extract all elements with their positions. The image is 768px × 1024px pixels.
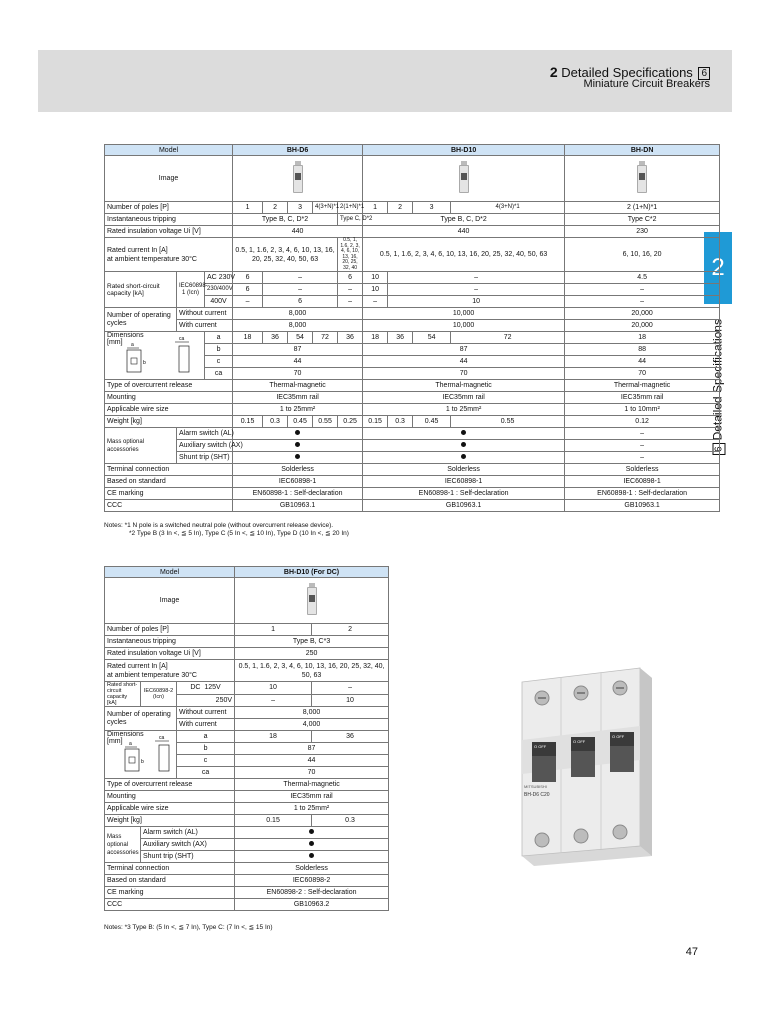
dim-cell: 36 <box>263 332 288 344</box>
acc-cell <box>363 452 565 464</box>
section-number: 6 <box>698 67 710 80</box>
sc-cell: – <box>363 296 388 308</box>
dim-cell: 87 <box>363 344 565 356</box>
dc-cycles-label: Number of operating cycles <box>105 707 177 731</box>
current-cell: 0.5, 1, 1.6, 2, 3, 4, 6, 10, 13, 16, 20, 25, 32, 40, 50, 63 <box>233 238 338 272</box>
pole-cell: 3 <box>413 202 451 214</box>
available-dot-icon <box>295 442 300 447</box>
voltage-230-400: 230/400V <box>205 284 233 296</box>
dim-cell: 54 <box>288 332 313 344</box>
ccc-cell: GB10963.1 <box>565 500 720 512</box>
off-label-1: O OFF <box>534 744 547 749</box>
dc-sc-cell: – <box>235 694 312 707</box>
dc-sc-cell: 10 <box>312 694 389 707</box>
model-bh-d10: BH-D10 <box>363 145 565 156</box>
dc-tripping-cell: Type B, C*3 <box>235 636 389 648</box>
dc-dim-key: b <box>177 743 235 755</box>
dc-acc-cell <box>235 839 389 851</box>
notes-table-2: Notes: *3 Type B: (5 In <, ≦ 7 In), Type C: (7 In <, ≦ 15 In) <box>104 924 273 931</box>
cycles-without-row <box>105 308 720 320</box>
dc-overcurrent-row <box>105 779 389 791</box>
cycles-label: Number of operating cycles <box>105 308 177 332</box>
dc-dimension-diagram <box>105 731 177 775</box>
dc-current-label <box>105 660 235 682</box>
poles-label: Number of poles [P] <box>105 202 233 214</box>
sc-cell: – <box>263 284 338 296</box>
dim-cell: 70 <box>565 368 720 380</box>
dc-terminal-cell: Solderless <box>235 863 389 875</box>
weight-cell: 0.12 <box>565 416 720 428</box>
mounting-row <box>105 392 720 404</box>
cycles-cell: 8,000 <box>233 320 363 332</box>
acc-cell: – <box>565 428 720 440</box>
dc-cycles-cell: 4,000 <box>235 719 389 731</box>
weight-cell: 0.15 <box>233 416 263 428</box>
sc-cell: 4.5 <box>565 272 720 284</box>
ac-label: AC <box>207 274 217 281</box>
dim-cell: 36 <box>388 332 413 344</box>
pole-cell: 4(3+N)*1 <box>313 202 338 214</box>
note-1: Notes: *1 N pole is a switched neutral pole (without overcurrent release device). <box>104 522 334 529</box>
mounting-label: Mounting <box>105 392 233 404</box>
dc-terminal-label: Terminal connection <box>105 863 235 875</box>
terminal-row <box>105 464 720 476</box>
cycles-with-row <box>105 320 720 332</box>
dc-model-label: Model <box>105 567 235 578</box>
dim-cell: 88 <box>565 344 720 356</box>
dc-current-cell: 0.5, 1, 1.6, 2, 3, 4, 6, 10, 13, 16, 20, 25, 32, 40, 50, 63 <box>235 660 389 682</box>
dc-with-current-label: With current <box>177 719 235 731</box>
voltage-125: 125V <box>204 684 221 692</box>
model-bh-dn: BH-DN <box>565 145 720 156</box>
svg-text:ca: ca <box>159 735 165 741</box>
model-row <box>105 145 720 156</box>
dimension-drawing-icon <box>105 731 177 775</box>
dc-shunt-trip-label: Shunt trip (SHT) <box>141 851 235 863</box>
image-bh-dn <box>565 156 720 202</box>
dc-overcurrent-label: Type of overcurrent release <box>105 779 235 791</box>
weight-cell: 0.55 <box>451 416 565 428</box>
overcurrent-cell: Thermal-magnetic <box>565 380 720 392</box>
model-bh-d6: BH-D6 <box>233 145 363 156</box>
alarm-switch-label: Alarm switch (AL) <box>177 428 233 440</box>
dim-cell: 70 <box>233 368 363 380</box>
dc-short-circuit-std: IEC60898-2 (Icn) <box>141 682 177 707</box>
dc-acc-sht-row <box>105 851 389 863</box>
weight-cell: 0.45 <box>288 416 313 428</box>
dc-weight-cell: 0.3 <box>312 815 389 827</box>
short-circuit-label: Rated short-circuit capacity [kA] <box>105 272 177 308</box>
dc-current-label-line1: Rated current In [A] <box>107 662 168 670</box>
dc-ce-row <box>105 887 389 899</box>
pole-cell: 2 <box>263 202 288 214</box>
image-bh-d6 <box>233 156 363 202</box>
dc-insulation-label: Rated insulation voltage Ui [V] <box>105 648 235 660</box>
wire-cell: 1 to 25mm² <box>363 404 565 416</box>
sc-230-row <box>105 272 720 284</box>
dc-pole-cell: 1 <box>235 624 312 636</box>
sc-cell: – <box>338 284 363 296</box>
dc-label: DC <box>190 684 201 692</box>
aux-switch-label: Auxiliary switch (AX) <box>177 440 233 452</box>
dc-wire-cell: 1 to 25mm² <box>235 803 389 815</box>
dim-key: ca <box>205 368 233 380</box>
available-dot-icon <box>309 841 314 846</box>
dc-wire-label: Applicable wire size <box>105 803 235 815</box>
weight-cell: 0.3 <box>388 416 413 428</box>
weight-cell: 0.3 <box>263 416 288 428</box>
available-dot-icon <box>461 430 466 435</box>
acc-ax-row <box>105 440 720 452</box>
current-cell: 0.5, 1, 1.6, 2, 3, 4, 6, 10, 13, 16, 20, 25, 32, 40, 50, 63 <box>363 238 565 272</box>
standard-label: Based on standard <box>105 476 233 488</box>
acc-cell <box>233 452 363 464</box>
acc-cell <box>363 428 565 440</box>
dc-acc-ax-row <box>105 839 389 851</box>
note-2: *2 Type B (3 In <, ≦ 5 In), Type C (5 In <, ≦ 10 In), Type D (10 In <, ≦ 20 In) <box>129 530 349 537</box>
dc-dimensions-label: Dimensions [mm] <box>107 731 144 745</box>
insulation-cell: 440 <box>233 226 363 238</box>
available-dot-icon <box>295 430 300 435</box>
dc-model-row <box>105 567 389 578</box>
insulation-cell: 440 <box>363 226 565 238</box>
dc-dim-cell: 44 <box>235 755 389 767</box>
acc-cell <box>233 440 363 452</box>
shunt-trip-label: Shunt trip (SHT) <box>177 452 233 464</box>
dc-current-label-line2: at ambient temperature 30°C <box>107 671 197 679</box>
side-section-title: Detailed Specifications <box>710 319 725 441</box>
dim-cell: 44 <box>565 356 720 368</box>
breaker-1p-icon <box>635 161 649 197</box>
terminal-label: Terminal connection <box>105 464 233 476</box>
off-label-3: O OFF <box>612 734 625 739</box>
dim-cell: 18 <box>565 332 720 344</box>
weight-cell: 0.45 <box>413 416 451 428</box>
dc-weight-row <box>105 815 389 827</box>
cycles-cell: 8,000 <box>233 308 363 320</box>
sc-cell: – <box>263 272 338 284</box>
dim-cell: 72 <box>451 332 565 344</box>
dc-alarm-switch-label: Alarm switch (AL) <box>141 827 235 839</box>
dc-acc-al-row <box>105 827 389 839</box>
dimensions-label: Dimensions [mm] <box>107 332 144 346</box>
dc-weight-label: Weight [kg] <box>105 815 235 827</box>
poles-row <box>105 202 720 214</box>
mounting-cell: IEC35mm rail <box>233 392 363 404</box>
sc-cell: – <box>338 296 363 308</box>
weight-row <box>105 416 720 428</box>
sc-cell: 10 <box>363 272 388 284</box>
dc-ce-label: CE marking <box>105 887 235 899</box>
tripping-label: Instantaneous tripping <box>105 214 233 226</box>
dc-ccc-label: CCC <box>105 899 235 911</box>
dc-mass-accessories-label: Mass optional accessories <box>105 827 141 863</box>
chapter-title: Detailed Specifications <box>561 65 693 80</box>
terminal-cell: Solderless <box>233 464 363 476</box>
standard-row <box>105 476 720 488</box>
dc-cycles-without-row <box>105 707 389 719</box>
dc-sc-125-row <box>105 682 389 695</box>
header-band <box>38 50 732 112</box>
dimension-drawing-icon <box>105 332 225 376</box>
without-current-label: Without current <box>177 308 233 320</box>
dc-dim-cell: 36 <box>312 731 389 743</box>
overcurrent-label: Type of overcurrent release <box>105 380 233 392</box>
weight-cell: 0.25 <box>338 416 363 428</box>
wire-label: Applicable wire size <box>105 404 233 416</box>
terminal-cell: Solderless <box>363 464 565 476</box>
dc-overcurrent-cell: Thermal-magnetic <box>235 779 389 791</box>
dc-standard-row <box>105 875 389 887</box>
dc-poles-label: Number of poles [P] <box>105 624 235 636</box>
standard-cell: IEC60898-1 <box>233 476 363 488</box>
dim-cell: 87 <box>233 344 363 356</box>
overcurrent-row <box>105 380 720 392</box>
page-number: 47 <box>685 946 698 958</box>
dc-model-name: BH-D10 (For DC) <box>235 567 389 578</box>
acc-cell <box>233 428 363 440</box>
ce-row <box>105 488 720 500</box>
dc-without-current-label: Without current <box>177 707 235 719</box>
mounting-cell: IEC35mm rail <box>565 392 720 404</box>
sc-cell: 6 <box>233 284 263 296</box>
mounting-cell: IEC35mm rail <box>363 392 565 404</box>
cycles-cell: 20,000 <box>565 320 720 332</box>
dc-current-row <box>105 660 389 682</box>
dim-cell: 44 <box>363 356 565 368</box>
available-dot-icon <box>309 853 314 858</box>
acc-cell: – <box>565 440 720 452</box>
pole-cell: 3 <box>288 202 313 214</box>
dimension-diagram <box>105 332 225 376</box>
photo-model: BH-D6 C20 <box>524 792 550 798</box>
off-label-2: O OFF <box>573 739 586 744</box>
dc-dim-key: a <box>177 731 235 743</box>
chapter-tab[interactable]: 2 <box>704 232 732 304</box>
sc-cell: – <box>388 284 565 296</box>
dim-key: b <box>205 344 233 356</box>
dc-mounting-label: Mounting <box>105 791 235 803</box>
side-section-number: 6 <box>713 443 726 455</box>
dc-dimensions-cell <box>105 731 177 779</box>
dc-insulation-row <box>105 648 389 660</box>
voltage-250: 250V <box>177 694 235 707</box>
sc-cell: – <box>565 296 720 308</box>
ce-cell: EN60898-1 : Self-declaration <box>565 488 720 500</box>
tripping-cell: Type B, C, D*2 <box>233 214 338 226</box>
breaker-1p-icon <box>457 161 471 197</box>
image-bh-d10 <box>363 156 565 202</box>
voltage-230: 230V <box>218 274 236 281</box>
spec-table-dc <box>104 566 389 911</box>
insulation-row <box>105 226 720 238</box>
ccc-cell: GB10963.1 <box>363 500 565 512</box>
current-row <box>105 238 720 272</box>
dim-cell: 44 <box>233 356 363 368</box>
dim-cell: 18 <box>363 332 388 344</box>
dim-cell: 54 <box>413 332 451 344</box>
sc-cell: – <box>388 272 565 284</box>
dim-key: a <box>205 332 233 344</box>
dc-acc-cell <box>235 827 389 839</box>
wire-cell: 1 to 10mm² <box>565 404 720 416</box>
current-label-line2: at ambient temperature 30°C <box>107 255 197 263</box>
dc-sc-cell: – <box>312 682 389 695</box>
model-label: Model <box>105 145 233 156</box>
breaker-1p-icon <box>291 161 305 197</box>
mass-accessories-label: Mass optional accessories <box>105 428 177 464</box>
dim-a-row <box>105 332 720 344</box>
current-label <box>105 238 233 272</box>
svg-text:b: b <box>141 759 144 765</box>
cycles-cell: 20,000 <box>565 308 720 320</box>
ce-label: CE marking <box>105 488 233 500</box>
available-dot-icon <box>295 454 300 459</box>
dc-sc-125-voltage <box>177 682 235 695</box>
dc-image-label: Image <box>105 578 235 624</box>
ce-cell: EN60898-1 : Self-declaration <box>363 488 565 500</box>
dim-cell: 72 <box>313 332 338 344</box>
ccc-label: CCC <box>105 500 233 512</box>
tripping-cell: Type B, C, D*2 <box>363 214 565 226</box>
wire-cell: 1 to 25mm² <box>233 404 363 416</box>
wire-row <box>105 404 720 416</box>
dc-weight-cell: 0.15 <box>235 815 312 827</box>
dc-acc-cell <box>235 851 389 863</box>
current-cell: 6, 10, 16, 20 <box>565 238 720 272</box>
current-label-line1: Rated current In [A] <box>107 246 168 254</box>
photo-brand: MITSUBISHI <box>524 784 547 789</box>
pole-cell: 4(3+N)*1 <box>451 202 565 214</box>
sc-cell: – <box>233 296 263 308</box>
dc-insulation-cell: 250 <box>235 648 389 660</box>
insulation-cell: 230 <box>565 226 720 238</box>
ccc-row <box>105 500 720 512</box>
svg-text:ca: ca <box>179 336 185 342</box>
svg-text:b: b <box>143 360 146 366</box>
acc-sht-row <box>105 452 720 464</box>
dc-short-circuit-label: Rated short-circuit capacity [kA] <box>105 682 141 707</box>
chapter-number: 2 <box>549 64 558 80</box>
pole-cell: 1 <box>363 202 388 214</box>
with-current-label: With current <box>177 320 233 332</box>
ccc-cell: GB10963.1 <box>233 500 363 512</box>
dc-ccc-row <box>105 899 389 911</box>
cycles-cell: 10,000 <box>363 320 565 332</box>
dc-ccc-cell: GB10963.2 <box>235 899 389 911</box>
sc-cell: 6 <box>338 272 363 284</box>
sc-cell: 6 <box>263 296 338 308</box>
acc-cell <box>363 440 565 452</box>
dc-tripping-row <box>105 636 389 648</box>
insulation-label: Rated insulation voltage Ui [V] <box>105 226 233 238</box>
dc-mounting-row <box>105 791 389 803</box>
sc-cell: 10 <box>388 296 565 308</box>
image-row <box>105 156 720 202</box>
standard-cell: IEC60898-1 <box>565 476 720 488</box>
available-dot-icon <box>309 829 314 834</box>
dc-dim-key: c <box>177 755 235 767</box>
weight-cell: 0.55 <box>313 416 338 428</box>
dc-aux-switch-label: Auxiliary switch (AX) <box>141 839 235 851</box>
dc-wire-row <box>105 803 389 815</box>
sc-cell: – <box>565 284 720 296</box>
spec-table-ac <box>104 144 720 512</box>
tripping-cell: Type C, D*2 <box>338 214 363 226</box>
tripping-row <box>105 214 720 226</box>
dc-sc-cell: 10 <box>235 682 312 695</box>
dc-dim-key: ca <box>177 767 235 779</box>
pole-cell: 2 (1+N)*1 <box>565 202 720 214</box>
dim-cell: 36 <box>338 332 363 344</box>
dc-cycles-cell: 8,000 <box>235 707 389 719</box>
short-circuit-std: IEC60898-1 (Icn) <box>177 272 205 308</box>
sc-cell: 10 <box>363 284 388 296</box>
dc-poles-row <box>105 624 389 636</box>
svg-text:a: a <box>131 342 134 348</box>
pole-cell: 2(1+N)*1 <box>338 202 363 214</box>
sc-230-voltage <box>205 272 236 284</box>
cycles-cell: 10,000 <box>363 308 565 320</box>
dc-dim-cell: 18 <box>235 731 312 743</box>
voltage-400: 400V <box>205 296 233 308</box>
dc-standard-cell: IEC60898-2 <box>235 875 389 887</box>
terminal-cell: Solderless <box>565 464 720 476</box>
pole-cell: 2 <box>388 202 413 214</box>
acc-cell: – <box>565 452 720 464</box>
acc-al-row <box>105 428 720 440</box>
dimensions-cell <box>105 332 205 380</box>
page-subtitle: Miniature Circuit Breakers <box>583 78 710 90</box>
circuit-breaker-3p-photo <box>508 660 658 870</box>
dim-cell: 18 <box>233 332 263 344</box>
tripping-cell: Type C*2 <box>565 214 720 226</box>
dc-ce-cell: EN60898-2 : Self-declaration <box>235 887 389 899</box>
breaker-1p-icon <box>305 583 319 619</box>
pole-cell: 1 <box>233 202 263 214</box>
svg-text:a: a <box>129 741 132 747</box>
dc-dim-cell: 87 <box>235 743 389 755</box>
notes-table-1 <box>104 522 349 538</box>
current-cell: 0.5, 1, 1.6, 2, 3, 4, 6, 10, 13, 16, 20, 25, 32, 40 <box>338 238 363 272</box>
available-dot-icon <box>461 454 466 459</box>
dim-cell: 70 <box>363 368 565 380</box>
dc-standard-label: Based on standard <box>105 875 235 887</box>
dc-pole-cell: 2 <box>312 624 389 636</box>
dc-image-row <box>105 578 389 624</box>
overcurrent-cell: Thermal-magnetic <box>363 380 565 392</box>
ce-cell: EN60898-1 : Self-declaration <box>233 488 363 500</box>
weight-label: Weight [kg] <box>105 416 233 428</box>
dc-dim-cell: 70 <box>235 767 389 779</box>
dc-terminal-row <box>105 863 389 875</box>
dc-tripping-label: Instantaneous tripping <box>105 636 235 648</box>
standard-cell: IEC60898-1 <box>363 476 565 488</box>
image-label: Image <box>105 156 233 202</box>
dc-dim-a-row <box>105 731 389 743</box>
dc-image <box>235 578 389 624</box>
overcurrent-cell: Thermal-magnetic <box>233 380 363 392</box>
dc-mounting-cell: IEC35mm rail <box>235 791 389 803</box>
dim-key: c <box>205 356 233 368</box>
product-photo-icon <box>508 660 658 870</box>
weight-cell: 0.15 <box>363 416 388 428</box>
available-dot-icon <box>461 442 466 447</box>
sc-cell: 6 <box>233 272 263 284</box>
